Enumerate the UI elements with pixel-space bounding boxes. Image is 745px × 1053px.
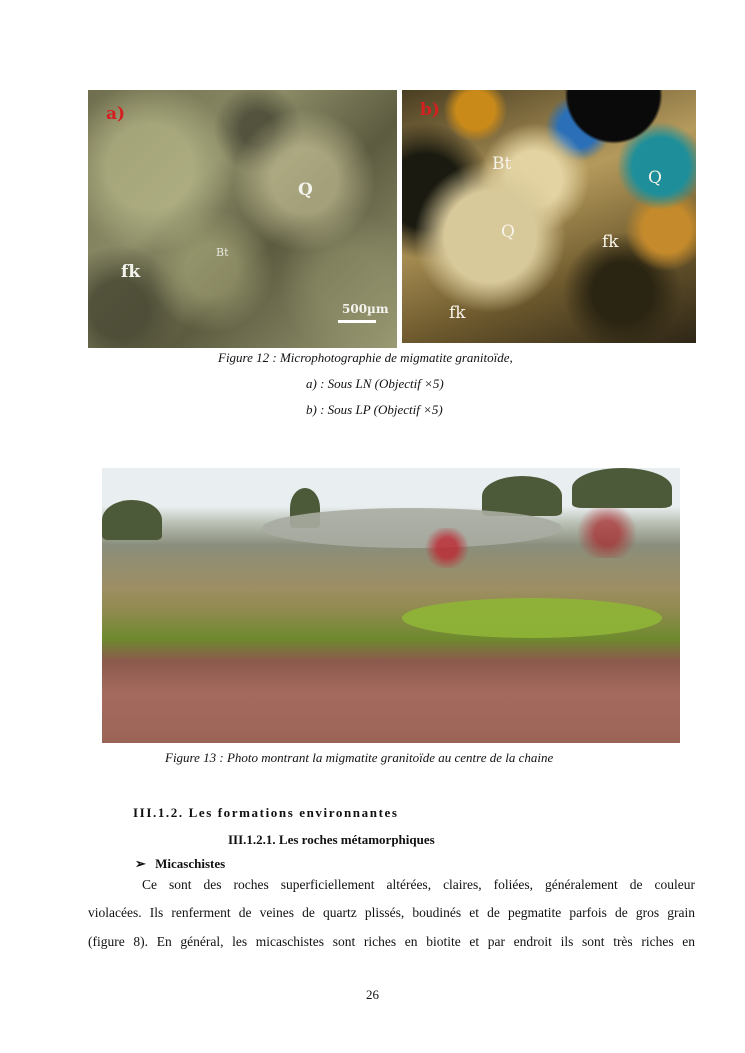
paragraph-line: (figure 8). En général, les micaschistes sont riches en biotite et par endroit ils sont très riches en [88, 934, 695, 949]
arrow-bullet-icon: ➢ [135, 856, 146, 871]
red-vegetation [402, 528, 492, 568]
label-fk: fk [449, 303, 466, 323]
paragraph-line: Ce sont des roches superficiellement altérées, claires, foliées, généralement de couleur [142, 877, 695, 892]
bullet-heading-text: Micaschistes [155, 856, 226, 871]
label-fk: fk [121, 262, 141, 282]
red-vegetation [552, 508, 662, 558]
scale-bar [338, 320, 376, 323]
label-q: Q [501, 222, 515, 242]
paragraph-line: violacées. Ils renferment de veines de quartz plissés, boudinés et de pegmatite parfois de gros grain [88, 905, 695, 920]
moss-patch [402, 598, 662, 638]
label-fk: fk [602, 232, 619, 252]
label-q: Q [648, 168, 662, 188]
subsection-heading: III.1.2.1. Les roches métamorphiques [228, 832, 435, 847]
tree-shape [102, 500, 162, 540]
scale-label: 500µm [342, 302, 389, 316]
micrograph-panel-a [88, 90, 397, 348]
tree-shape [482, 476, 562, 516]
panel-a-letter: a) [106, 104, 126, 124]
figure-12-subcaption-b: b) : Sous LP (Objectif ×5) [306, 402, 443, 417]
panel-b-letter: b) [420, 100, 440, 120]
label-q: Q [298, 180, 313, 200]
figure-13-caption: Figure 13 : Photo montrant la migmatite granitoïde au centre de la chaine [165, 750, 554, 765]
landscape-photo [102, 468, 680, 743]
tree-shape [572, 468, 672, 508]
label-bt: Bt [216, 246, 229, 259]
page-number: 26 [366, 987, 379, 1002]
label-bt: Bt [492, 154, 512, 174]
micrograph-panel-b [402, 90, 696, 343]
figure-12-caption: Figure 12 : Microphotographie de migmatite granitoïde, [218, 350, 513, 365]
figure-12-subcaption-a: a) : Sous LN (Objectif ×5) [306, 376, 444, 391]
section-heading: III.1.2. Les formations environnantes [133, 805, 399, 820]
bullet-heading [135, 856, 225, 872]
